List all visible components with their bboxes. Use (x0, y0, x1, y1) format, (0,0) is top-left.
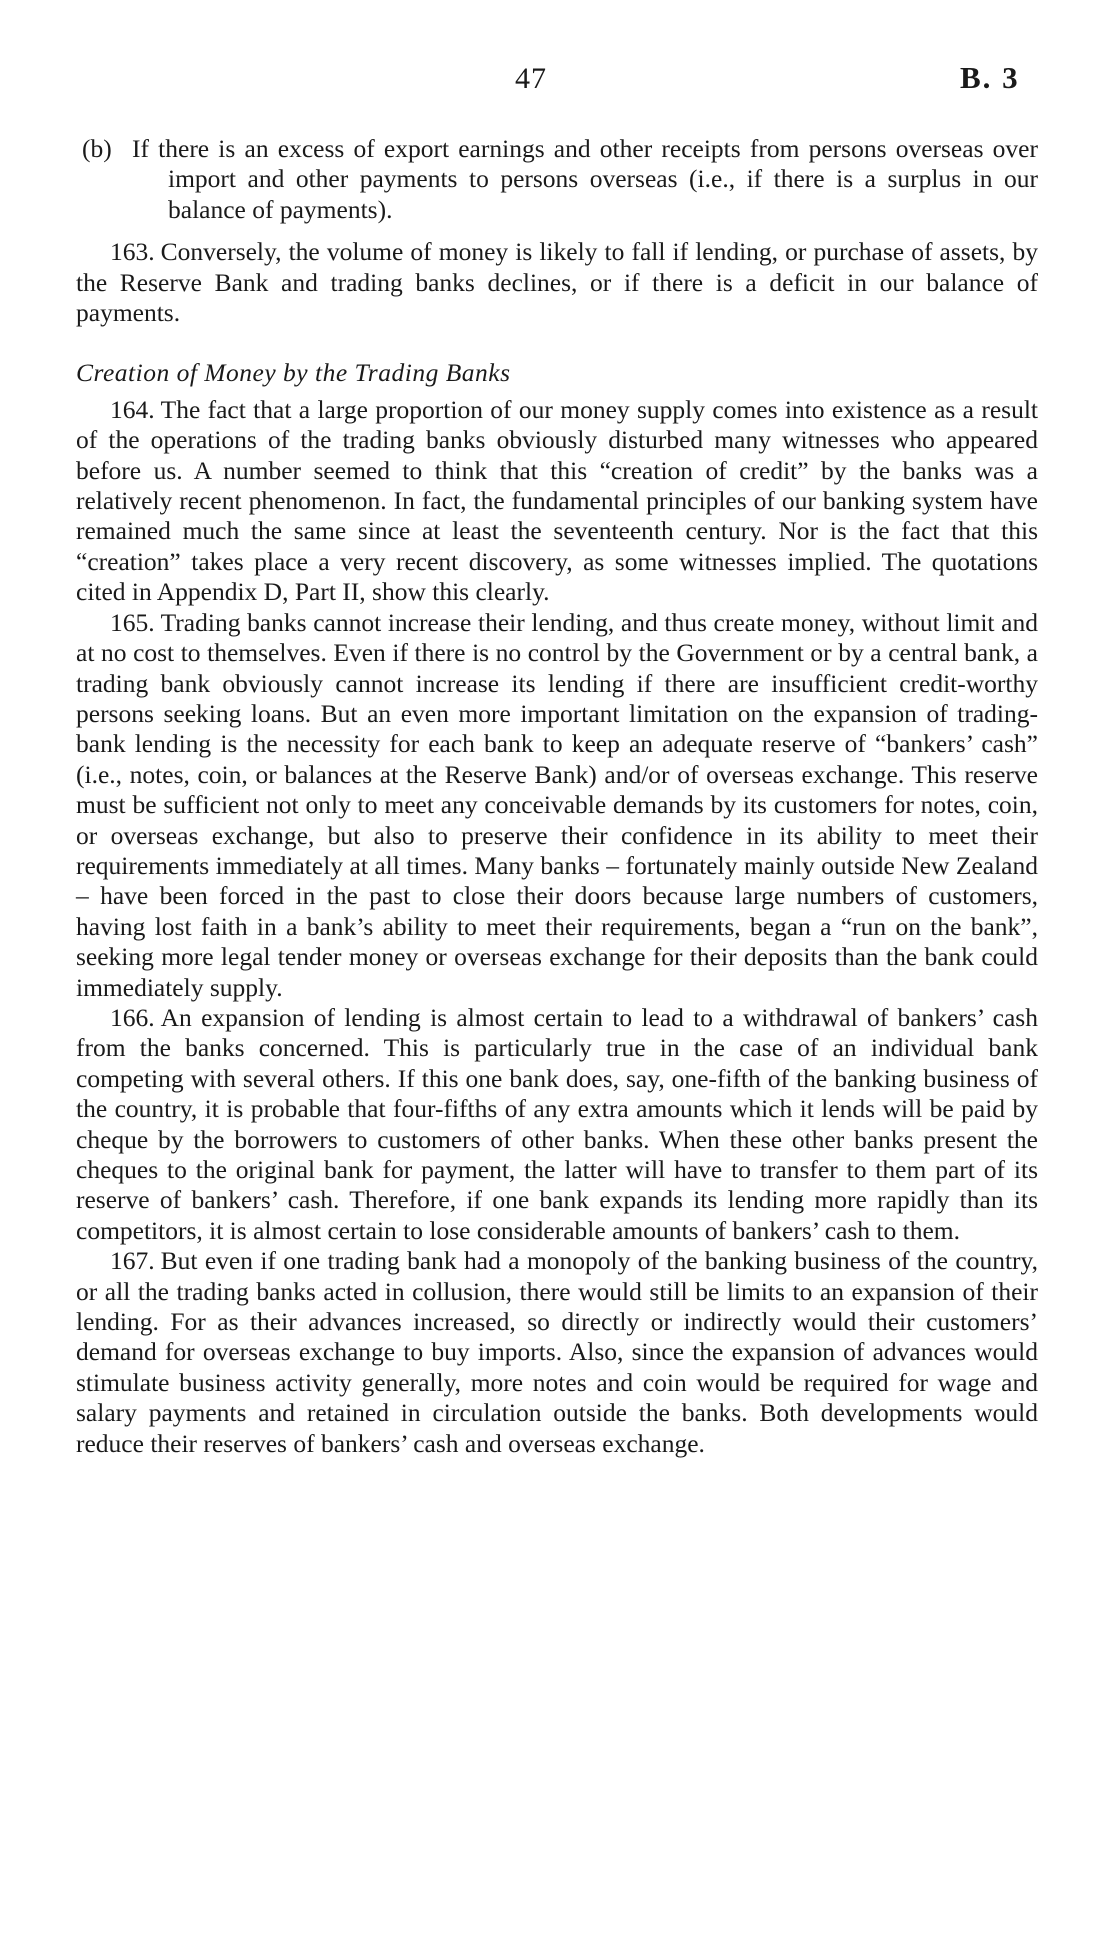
paragraph-167 (76, 1246, 1038, 1459)
paragraph-text: Trading banks cannot increase their lending, and thus create money, without limit and at no cost to themselves. Even if there is no control by the Government or by a central bank, a trading bank obviously cannot increase its lending if there are insufficient credit-worthy persons seeking loans. But an even more important limitation on the expansion of trading-bank lending is the necessity for each bank to keep an adequate reserve of “bankers’ cash” (i.e., notes, coin, or balances at the Reserve Bank) and/or of overseas exchange. This reserve must be sufficient not only to meet any conceivable demands by its customers for notes, coin, or overseas exchange, but also to preserve their confidence in its ability to meet their requirements immediately at all times. Many banks – fortunately mainly outside New Zealand – have been forced in the past to close their doors because large numbers of customers, having lost faith in a bank’s ability to meet their requirements, began a “run on the bank”, seeking more legal tender money or overseas exchange for their deposits than the bank could immediately supply. (76, 607, 1038, 1002)
paragraph-number: 166. (110, 1002, 155, 1032)
list-item-label: (b) (82, 134, 112, 163)
document-reference: B. 3 (960, 60, 1020, 95)
page-number: 47 (515, 62, 547, 95)
paragraph-number: 167. (110, 1246, 155, 1276)
paragraph-number: 163. (110, 237, 155, 267)
paragraph-text: An expansion of lending is almost certain to lead to a withdrawal of bankers’ cash from the banks concerned. This is particularly true in the case of an individual bank competing with several others. If this one bank does, say, one-fifth of the banking business of the country, it is probable that four-fifths of any extra amounts which it lends will be paid by cheque by the borrowers to customers of other banks. When these other banks present the cheques to the original bank for payment, the latter will have to transfer to them part of its reserve of bankers’ cash. Therefore, if one bank expands its lending more rapidly than its competitors, it is almost certain to lose considerable amounts of bankers’ cash to them. (76, 1002, 1038, 1245)
paragraph-163 (76, 237, 1038, 328)
section-heading: Creation of Money by the Trading Banks (76, 358, 511, 388)
body-text (76, 134, 1038, 1459)
paragraph-number: 165. (110, 607, 155, 637)
paragraph-164 (76, 395, 1038, 608)
list-item-b (76, 134, 1038, 225)
paragraph-text: The fact that a large proportion of our money supply comes into existence as a result of the operations of the trading banks obviously disturbed many witnesses who appeared before us. A number seemed to think that this “creation of credit” by the banks was a relatively recent phenomenon. In fact, the fundamental principles of our banking system have remained much the same since at least the seventeenth century. Nor is the fact that this “creation” takes place a very recent discovery, as some witnesses implied. The quotations cited in Appendix D, Part II, show this clearly. (76, 394, 1038, 607)
paragraph-text: But even if one trading bank had a monopoly of the banking business of the country, or all the trading banks acted in collusion, there would still be limits to an expansion of their lending. For as their advances increased, so directly or indirectly would their customers’ demand for overseas exchange to buy imports. Also, since the expansion of advances would stimulate business activity generally, more notes and coin would be required for wage and salary payments and retained in circulation outside the banks. Both developments would reduce their reserves of bankers’ cash and overseas exchange. (76, 1246, 1038, 1458)
paragraph-166 (76, 1003, 1038, 1246)
paragraph-165 (76, 608, 1038, 1003)
paragraph-number: 164. (110, 394, 155, 424)
paragraph-text: Conversely, the volume of money is likely to fall if lending, or purchase of assets, by the Reserve Bank and trading banks declines, or if there is a deficit in our balance of payments. (76, 237, 1038, 328)
list-item-text: If there is an excess of export earnings and other receipts from persons overseas over import and other payments to persons overseas (i.e., if there is a surplus in our balance of payments). (132, 134, 1038, 224)
